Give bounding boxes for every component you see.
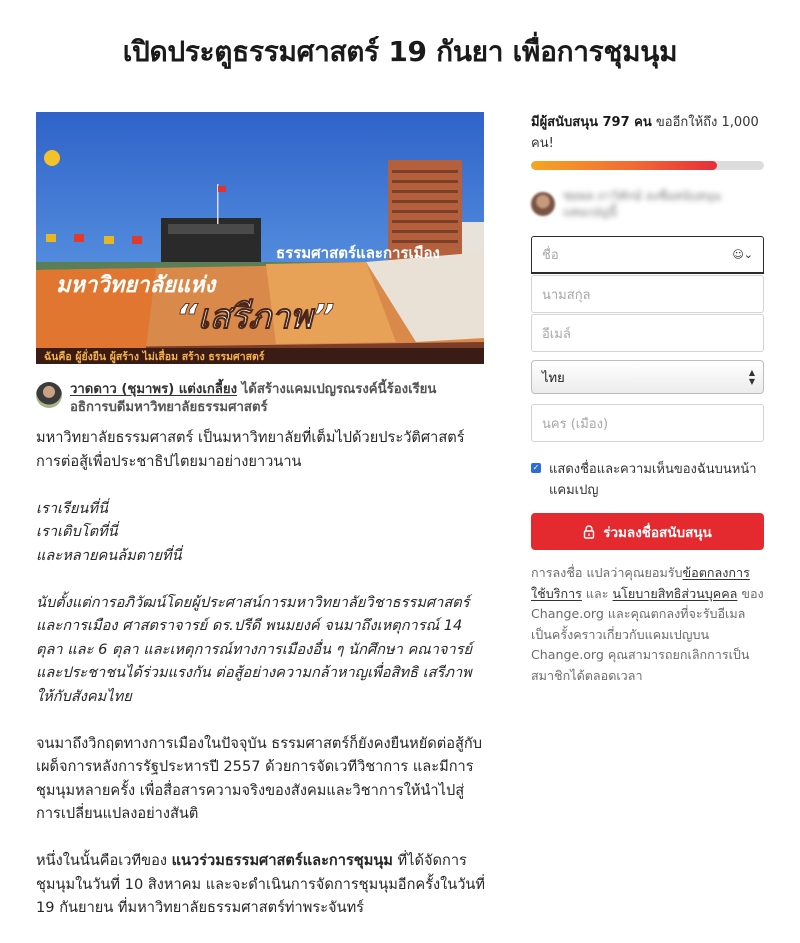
signature-progress-bar	[531, 161, 764, 170]
hero-banner-small: ธรรมศาสตร์และการเมือง	[276, 244, 440, 262]
last-name-field[interactable]	[531, 275, 764, 313]
recent-signer-name: ชยพล ภาวิทักษ์	[563, 189, 642, 203]
story-p5-bold: แนวร่วมธรรมศาสตร์และการชุมนุม	[171, 852, 393, 869]
sign-petition-button[interactable]	[531, 513, 764, 550]
story-paragraph-5	[36, 849, 488, 920]
lock-icon	[583, 525, 595, 539]
page-title: เปิดประตูธรรมศาสตร์ 19 กันยา เพื่อการชุมนุม	[122, 35, 678, 68]
recent-signer-avatar	[531, 192, 555, 216]
story-paragraph-3: นับตั้งแต่การอภิวัฒน์โดยผู้ประศาสน์การมหาวิทยาลัยวิชาธรรมศาสตร์และการเมือง ศาสตราจารย์ ดร.ปรีดี พนมยงค์ จนมาถึงเหตุการณ์ 14 ตุลา และ 6 ตุลา และเหตุการณ์ทางการเมืองอื่น ๆ นักศึกษา คณาจารย์ และประชาชนได้ร่วมแรงกัน ต่อสู้อย่างความกล้าหาญเพื่อสิทธิ เสรีภาพ ให้กับสังคมไทย	[36, 593, 473, 705]
signature-progress-fill	[531, 161, 717, 170]
author-action-text: ได้สร้างแคมเปญรณรงค์นี้ร้องเรียนอธิการบดีมหาวิทยาลัยธรรมศาสตร์	[70, 382, 437, 415]
person-chevron-icon[interactable]: ☺︎⌄	[732, 248, 753, 261]
author-avatar[interactable]	[36, 382, 62, 408]
disclaimer-part-1: การลงชื่อ แปลว่าคุณยอมรับ	[531, 565, 683, 580]
terms-of-service-link[interactable]: ข้อตกลงการใช้บริการ	[531, 565, 750, 601]
story-verse-line-1: เราเรียนที่นี่	[36, 499, 108, 517]
disclaimer-part-3: ของ Change.org และคุณตกลงที่จะรับอีเมลเป็นครั้งคราวเกี่ยวกับแคมเปญบน Change.org คุณสามารถยกเลิกการเป็นสมาชิกได้ตลอดเวลา	[531, 585, 764, 683]
city-placeholder: นคร (เมือง)	[542, 416, 609, 432]
campaign-image	[36, 112, 484, 364]
recent-signer-text	[563, 188, 764, 220]
author-line	[70, 381, 486, 417]
story-paragraph-4: จนมาถึงวิกฤตทางการเมืองในปัจจุบัน ธรรมศาสตร์ก็ยังคงยืนหยัดต่อสู้กับเผด็จการหลังการรัฐประหารปี 2557 ด้วยการจัดเวทีวิชาการ และมีการชุมนุมหลายครั้ง เพื่อสื่อสารความจริงของสังคมและวิชาการให้นำไปสู่การเปลี่ยนแปลงอย่างสันติ	[36, 734, 483, 822]
hero-banner-line2: “เสรีภาพ”	[176, 297, 335, 337]
hero-banner-bottom: ฉันคือ ผู้ยั่งยืน ผู้สร้าง ไม่เสื่อม สร้าง ธรรมศาสตร์	[44, 351, 265, 363]
checkmark-icon: ✓	[532, 463, 540, 472]
country-select[interactable]	[531, 360, 764, 394]
supporter-count-prefix: มีผู้สนับสนุน 797 คน	[531, 115, 652, 130]
first-name-field[interactable]	[531, 236, 764, 274]
recent-signer	[531, 187, 764, 221]
privacy-policy-link[interactable]: นโยบายสิทธิส่วนบุคคล	[612, 585, 738, 601]
sign-sidebar	[531, 112, 764, 686]
email-placeholder: อีเมล์	[542, 326, 571, 342]
sign-disclaimer	[531, 563, 764, 686]
story-verse	[36, 497, 488, 568]
disclaimer-part-2: และ	[581, 585, 613, 601]
display-name-option	[531, 459, 764, 501]
first-name-placeholder: ชื่อ	[542, 248, 559, 263]
city-field[interactable]	[531, 404, 764, 442]
display-name-checkbox[interactable]	[531, 463, 541, 473]
author-name-link[interactable]: วาดดาว (ชุมาพร) แต่งเกลี้ยง	[70, 382, 238, 397]
recent-signer-action: ลงชื่อสนับสนุนแคมเปญนี้	[563, 189, 722, 219]
email-field[interactable]	[531, 314, 764, 352]
campaign-author-row	[36, 381, 486, 417]
hero-banner-line1: มหาวิทยาลัยแห่ง	[56, 273, 216, 298]
country-select-value: ไทย	[542, 370, 565, 386]
story-verse-line-3: และหลายคนล้มตายที่นี่	[36, 546, 182, 564]
story-p5-end: ที่ได้จัดการชุมนุมในวันที่ 10 สิงหาคม และจะดำเนินการจัดการชุมนุมอีกครั้งในวันที่ 19 กันยายน ที่มหาวิทยาลัยธรรมศาสตร์ท่าพระจันทร์	[36, 852, 486, 916]
story-p5-start: หนึ่งในนั้นคือเวทีของ	[36, 852, 172, 869]
story-paragraph-1: มหาวิทยาลัยธรรมศาสตร์ เป็นมหาวิทยาลัยที่เต็มไปด้วยประวัติศาสตร์การต่อสู้เพื่อประชาธิปไตยมาอย่างยาวนาน	[36, 429, 465, 470]
last-name-placeholder: นามสกุล	[542, 287, 591, 303]
display-name-label[interactable]: แสดงชื่อและความเห็นของฉันบนหน้าแคมเปญ	[549, 462, 757, 498]
supporter-count	[531, 112, 764, 154]
campaign-story	[36, 426, 488, 943]
story-verse-line-2: เราเติบโตที่นี่	[36, 523, 118, 540]
sign-button-label: ร่วมลงชื่อสนับสนุน	[603, 524, 712, 541]
supporter-count-suffix: ขออีกให้ถึง 1,000 คน!	[531, 115, 759, 151]
updown-arrows-icon: ▲ ▼	[748, 368, 755, 386]
